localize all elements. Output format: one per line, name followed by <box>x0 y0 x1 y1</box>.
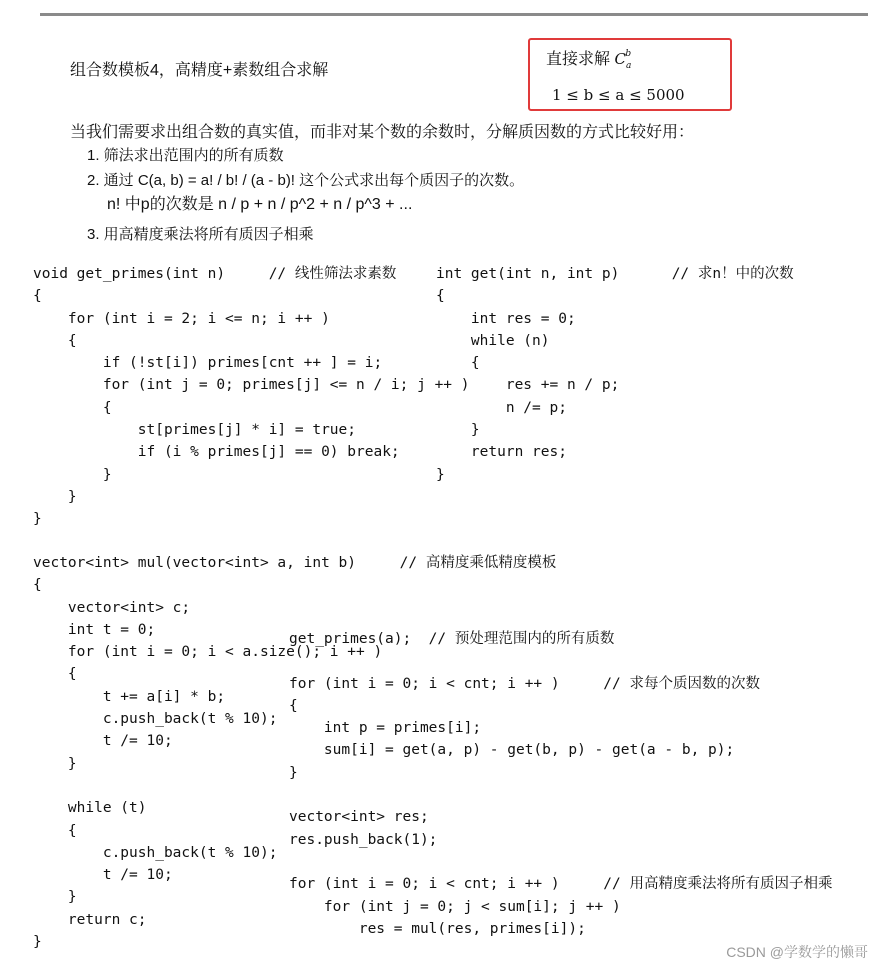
step-3: 3. 用高精度乘法将所有质因子相乘 <box>87 226 314 243</box>
formula-box <box>528 38 732 111</box>
intro-text: 当我们需要求出组合数的真实值，而非对某个数的余数时，分解质因数的方式比较好用： <box>70 124 695 141</box>
formula-label-text: 直接求解 <box>546 51 615 68</box>
top-divider <box>40 13 868 16</box>
formula-superscript: b <box>625 49 632 59</box>
formula-symbol: C <box>614 50 626 68</box>
formula-range: 1 ≤ b ≤ a ≤ 5000 <box>552 86 685 104</box>
code-get: int get(int n, int p) // 求n！中的次数 { int res = 0; while (n) { res += n / p; n /= p; } return res; } <box>436 266 794 483</box>
code-mul: vector<int> mul(vector<int> a, int b) // 高精度乘低精度模板 { vector<int> c; int t = 0; for (int i = 0; i < a.size(); i ++ ) { t += a[i] * b; c.push_back(t % 10); t /= 10; } while (t) { c.push_back(t % 10); t /= 10; } return c; } <box>33 555 557 951</box>
code-main: get_primes(a); // 预处理范围内的所有质数 for (int i = 0; i < cnt; i ++ ) // 求每个质因数的次数 { int p = primes[i]; sum[i] = get(a, p) - get(b, p) - get(a - b, p); } vector<int> res; res.push_back(1); for (int i = 0; i < cnt; i ++ ) // 用高精度乘法将所有质因子相乘 for (int j = 0; j < sum[i]; j ++ ) res = mul(res, primes[i]); <box>289 631 833 937</box>
step-2-detail: n! 中p的次数是 n / p + n / p^2 + n / p^3 + ... <box>107 196 413 213</box>
code-get-primes: void get_primes(int n) // 线性筛法求素数 { for (int i = 2; i <= n; i ++ ) { if (!st[i]) primes[cnt ++ ] = i; for (int j = 0; primes[j] <= n / i; j ++ ) { st[primes[j] * i] = true; if (i % primes[j] == 0) break; } } } <box>33 266 470 528</box>
formula-label <box>546 46 631 71</box>
watermark: CSDN @学数学的懒哥 <box>726 944 868 960</box>
formula-subscript: a <box>625 61 632 71</box>
page-title: 组合数模板4，高精度+素数组合求解 <box>70 62 329 79</box>
step-1: 1. 筛法求出范围内的所有质数 <box>87 147 284 164</box>
combination-formula <box>614 49 632 71</box>
step-2: 2. 通过 C(a, b) = a! / b! / (a - b)! 这个公式求出每个质因子的次数。 <box>87 172 525 189</box>
